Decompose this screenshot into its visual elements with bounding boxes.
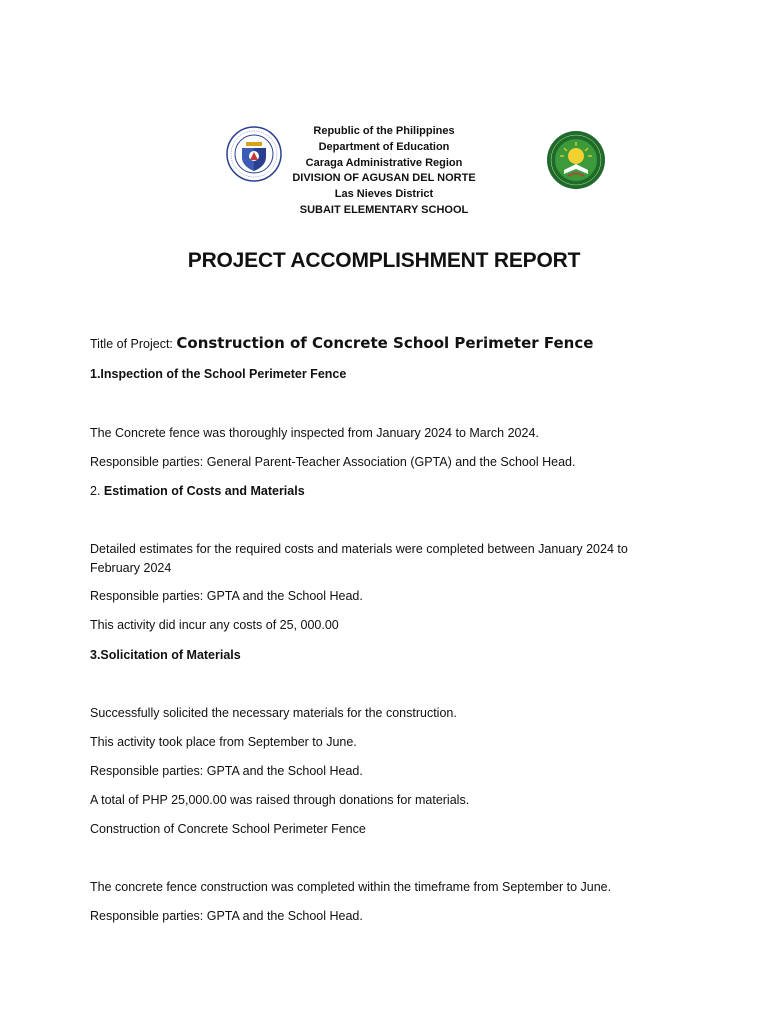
header-line-school: SUBAIT ELEMENTARY SCHOOL	[299, 203, 469, 216]
section-3-paragraph-2: This activity took place from September to June.	[90, 735, 357, 749]
section-3-paragraph-3: Responsible parties: GPTA and the School Head.	[90, 764, 363, 778]
section-3-paragraph-4: A total of PHP 25,000.00 was raised through donations for materials.	[90, 793, 470, 807]
section-2-heading: Estimation of Costs and Materials	[103, 484, 305, 498]
section-1-paragraph-2: Responsible parties: General Parent-Teacher Association (GPTA) and the School Head.	[90, 455, 576, 469]
project-title-label: Title of Project:	[90, 337, 173, 351]
section-3-paragraph-5: Construction of Concrete School Perimeter Fence	[90, 822, 366, 836]
report-title: PROJECT ACCOMPLISHMENT REPORT	[187, 249, 581, 272]
section-1-heading: 1.Inspection of the School Perimeter Fence	[90, 367, 347, 381]
project-title-line	[90, 334, 593, 352]
header-line-department: Department of Education	[318, 140, 450, 153]
section-4-paragraph-2: Responsible parties: GPTA and the School Head.	[90, 909, 363, 923]
section-4-paragraph-1: The concrete fence construction was completed within the timeframe from September to June.	[90, 880, 612, 894]
school-seal-logo	[546, 130, 606, 190]
section-3-paragraph-1: Successfully solicited the necessary materials for the construction.	[90, 706, 457, 720]
header-line-district: Las Nieves District	[334, 188, 434, 201]
document-header	[0, 124, 768, 224]
header-line-division: DIVISION OF AGUSAN DEL NORTE	[292, 172, 476, 185]
section-2-paragraph-2: Responsible parties: GPTA and the School Head.	[90, 589, 363, 603]
header-text-block	[264, 124, 504, 219]
header-line-republic: Republic of the Philippines	[313, 125, 455, 137]
section-2-paragraph-3: This activity did incur any costs of 25, 000.00	[90, 618, 339, 632]
header-line-region: Caraga Administrative Region	[305, 156, 463, 169]
project-title-value: Construction of Concrete School Perimeter Fence	[176, 334, 594, 352]
section-2-number: 2.	[90, 484, 101, 498]
section-1-paragraph-1: The Concrete fence was thoroughly inspected from January 2024 to March 2024.	[90, 426, 539, 440]
section-3-heading: 3.Solicitation of Materials	[90, 648, 241, 662]
section-2-paragraph-1: Detailed estimates for the required costs and materials were completed between January 2024 to February 2024	[90, 542, 628, 575]
section-2-heading-line	[90, 484, 305, 498]
